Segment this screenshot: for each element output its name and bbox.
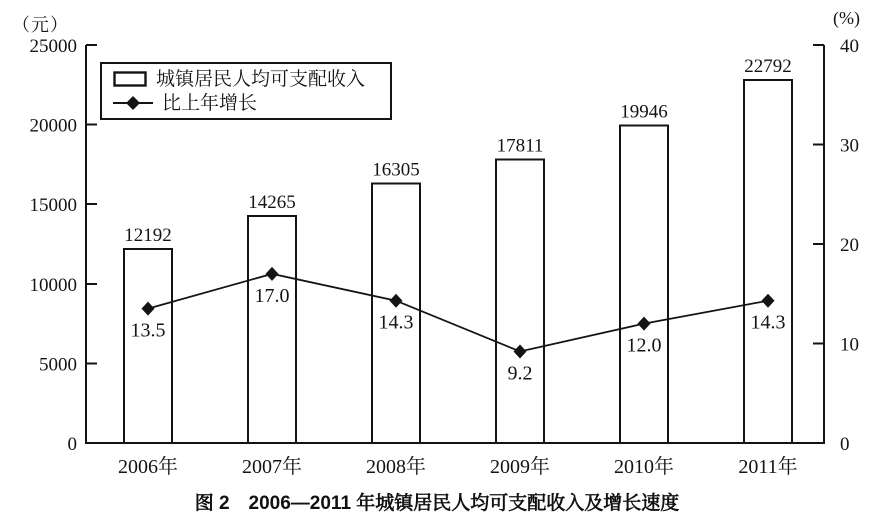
- growth-line: [148, 274, 768, 352]
- right-axis-tick-label: 0: [840, 434, 850, 455]
- growth-value-label: 17.0: [254, 284, 290, 307]
- growth-value-label: 12.0: [626, 334, 662, 357]
- right-axis-tick-label: 20: [840, 235, 859, 256]
- right-axis-tick-label: 10: [840, 334, 859, 356]
- legend: [100, 62, 392, 120]
- x-axis-category-label: 2009年: [490, 456, 550, 478]
- x-axis-category-label: 2008年: [366, 456, 426, 478]
- growth-value-label: 14.3: [750, 311, 786, 334]
- bar-value-label: 16305: [372, 159, 420, 181]
- x-axis-category-label: 2006年: [118, 456, 178, 478]
- bar-2007年: [248, 216, 296, 443]
- bar-2010年: [620, 125, 668, 443]
- figure-caption: 图 2 2006—2011 年城镇居民人均可支配收入及增长速度: [194, 493, 680, 514]
- diamond-line-swatch-icon: [113, 95, 153, 111]
- legend-item-growth: [113, 94, 384, 113]
- right-axis-tick-label: 30: [840, 135, 859, 157]
- bar-value-label: 17811: [496, 135, 544, 157]
- x-axis-category-label: 2011年: [738, 456, 798, 478]
- growth-value-label: 14.3: [378, 311, 414, 334]
- bar-2006年: [124, 249, 172, 443]
- legend-item-label: 比上年增长: [162, 92, 258, 114]
- x-axis-category-label: 2010年: [614, 456, 674, 478]
- left-axis-unit-label: （元）: [12, 15, 69, 35]
- bar-2009年: [496, 159, 544, 443]
- bar-value-label: 19946: [620, 101, 668, 123]
- x-axis-category-label: 2007年: [242, 456, 302, 478]
- legend-item-income: [113, 70, 384, 89]
- left-axis-tick-label: 25000: [29, 36, 77, 57]
- left-axis-tick-label: 10000: [29, 274, 77, 296]
- left-axis-tick-label: 15000: [29, 195, 77, 217]
- bar-2011年: [744, 80, 792, 443]
- right-axis-tick-label: 40: [840, 36, 859, 57]
- bar-value-label: 22792: [744, 56, 792, 78]
- bar-value-label: 14265: [248, 191, 296, 213]
- right-axis-unit-label: (%): [833, 8, 860, 28]
- left-axis-tick-label: 5000: [39, 354, 77, 376]
- bar-swatch-icon: [113, 71, 147, 87]
- growth-value-label: 13.5: [130, 319, 166, 342]
- bar-value-label: 12192: [124, 224, 172, 246]
- legend-item-label: 城镇居民人均可支配收入: [156, 68, 366, 90]
- left-axis-tick-label: 20000: [29, 115, 77, 137]
- left-axis-tick-label: 0: [67, 434, 77, 455]
- growth-value-label: 9.2: [507, 362, 533, 385]
